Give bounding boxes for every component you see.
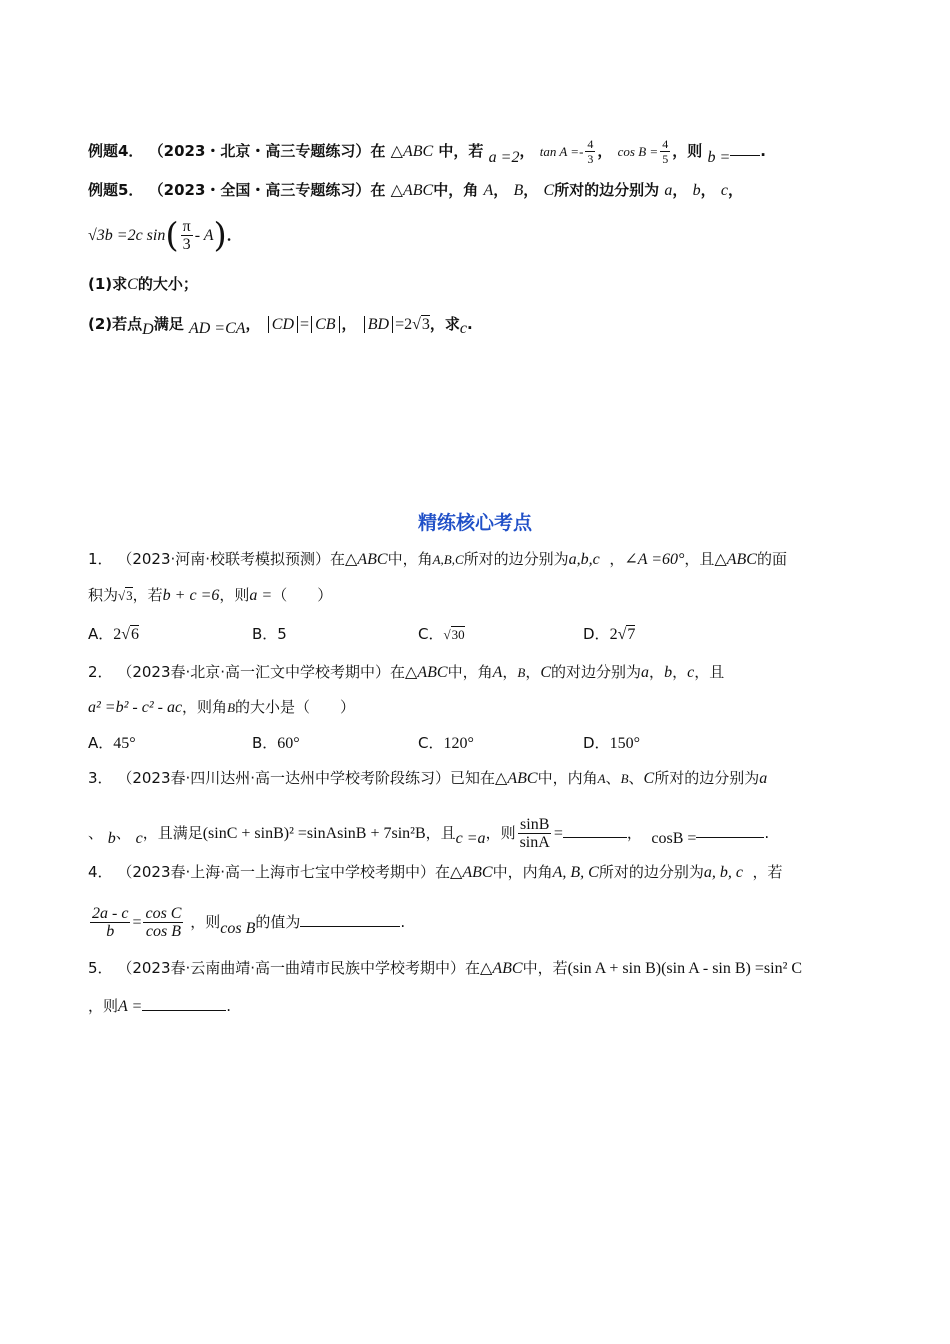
p3-equation: (sinC + sinB)² =sinAsinB + 7sin²B bbox=[202, 825, 426, 842]
text: ，若 bbox=[132, 586, 163, 604]
triangle-abc: △ABC bbox=[480, 960, 523, 977]
text: 积为 bbox=[88, 586, 119, 604]
sep: 、 bbox=[88, 824, 104, 842]
example-5-label: 例题5． bbox=[88, 181, 144, 199]
problem-5-line2 bbox=[88, 994, 231, 1019]
p1-option-b[interactable] bbox=[252, 622, 287, 646]
option-label: C． bbox=[418, 625, 444, 643]
sep: 、 bbox=[605, 769, 621, 787]
area: 3 bbox=[126, 588, 133, 603]
cos-b: cos B bbox=[220, 920, 256, 937]
lhs-fraction bbox=[90, 905, 130, 940]
var-b: B bbox=[517, 665, 526, 680]
var-a: A bbox=[597, 771, 606, 786]
eq: = bbox=[300, 316, 310, 333]
text: ，若 bbox=[752, 863, 783, 881]
sep: ， bbox=[523, 181, 539, 199]
text: 中，角 bbox=[433, 181, 479, 199]
option-label: D． bbox=[583, 625, 610, 643]
text: 中，内角 bbox=[537, 769, 598, 787]
p1-option-c[interactable]: C．√30 bbox=[418, 625, 465, 643]
var-a: A bbox=[492, 664, 503, 681]
num: sinB bbox=[520, 816, 550, 833]
p5-num: 5． bbox=[88, 959, 113, 977]
angle-cond: ∠A =60° bbox=[624, 551, 685, 568]
q2-d: D bbox=[142, 321, 154, 338]
sqrt3: 3 bbox=[421, 316, 430, 333]
answer-blank[interactable] bbox=[730, 143, 760, 156]
problem-4 bbox=[88, 860, 783, 885]
abs-cb: CB bbox=[311, 316, 339, 333]
eq: = bbox=[553, 825, 563, 842]
p2-source: （2023春·北京·高一汇文中学校考期中）在 bbox=[117, 663, 406, 681]
tan-fraction bbox=[585, 137, 595, 166]
text: 所对的边分别为 bbox=[654, 769, 760, 787]
q1-prefix: (1)求 bbox=[88, 275, 128, 293]
option-label: C． bbox=[418, 734, 444, 752]
cos-num: 4 bbox=[662, 137, 669, 151]
cond-a: a =2 bbox=[488, 149, 520, 166]
section-title: 精练核心考点 bbox=[417, 512, 532, 534]
option-val: 120° bbox=[443, 735, 474, 752]
option-val: 150° bbox=[609, 735, 640, 752]
side-c: c bbox=[135, 830, 143, 847]
option-label: A． bbox=[88, 625, 114, 643]
sep: ， bbox=[672, 181, 688, 199]
q2-cond1: AD =CA bbox=[188, 320, 246, 337]
eq-left: 3b =2c sin bbox=[96, 227, 166, 244]
problem-2: 2． （2023春·北京·高一汇文中学校考期中）在△ABC中，角A，B，C的对边分别为a，b，c，且 bbox=[88, 663, 725, 681]
triangle-abc: △ABC bbox=[450, 864, 493, 881]
sum: b + c =6 bbox=[162, 587, 220, 604]
sep: ， bbox=[245, 315, 261, 333]
problem-3 bbox=[88, 766, 767, 791]
sep: 、 bbox=[628, 769, 644, 787]
minus-a: - A bbox=[194, 227, 214, 244]
option-pre: 5 bbox=[277, 625, 287, 643]
var-b: B bbox=[227, 700, 236, 715]
tan-expr: tan A =- bbox=[539, 144, 584, 159]
problem-2-line2 bbox=[88, 695, 355, 720]
text: ，求 bbox=[429, 315, 460, 333]
option-pre: 2 bbox=[609, 626, 618, 643]
p5-source: （2023春·云南曲靖·高一曲靖市民族中学校考期中）在 bbox=[117, 959, 481, 977]
triangle-abc: △ABC bbox=[714, 551, 757, 568]
tan-den: 3 bbox=[587, 152, 594, 166]
side-c: c bbox=[720, 182, 729, 199]
text: ，则角 bbox=[182, 698, 228, 716]
option-label: A． bbox=[88, 734, 114, 752]
p5-equation: (sin A + sin B)(sin A - sin B) =sin² C bbox=[567, 960, 803, 977]
option-label: D． bbox=[583, 734, 610, 752]
text: . bbox=[226, 997, 232, 1015]
sep: ， bbox=[493, 181, 509, 199]
p2-option-b[interactable] bbox=[252, 731, 300, 756]
answer-blank[interactable] bbox=[142, 998, 226, 1011]
abs-cd: CD bbox=[268, 316, 298, 333]
side-b: b bbox=[692, 182, 701, 199]
sin-ratio bbox=[518, 816, 552, 851]
triangle-abc: △ABC bbox=[495, 770, 538, 787]
example-5-equation: √3b =2c sin( $\frac{\pi}{3}$ - A)． bbox=[88, 215, 242, 256]
option-pre: 2 bbox=[113, 626, 122, 643]
den: b bbox=[106, 923, 115, 940]
text: 中，角 bbox=[447, 663, 493, 681]
side-a: a bbox=[759, 770, 768, 787]
problem-3-line2: 、 b、 c，且满足(sinC + sinB)² =sinAsinB + 7sin²B，且c =a，则 $\frac{\sin B}{\sin A}$ = ， cosB = . bbox=[88, 816, 770, 851]
den: sinA bbox=[519, 834, 550, 851]
num: cos C bbox=[145, 905, 182, 922]
option-val: 60° bbox=[277, 735, 300, 752]
problem-1-line2: 积为√3，若b + c =6，则a =（ ） bbox=[88, 586, 333, 604]
p1-option-d[interactable]: D．2√7 bbox=[583, 625, 636, 643]
text: 的值为 bbox=[255, 913, 301, 931]
text: . bbox=[467, 315, 473, 333]
tan-num: 4 bbox=[587, 137, 594, 151]
var-c: C bbox=[643, 770, 655, 787]
text: 中，若 bbox=[522, 959, 568, 977]
three: 3 bbox=[182, 236, 191, 253]
q1-suffix: 的大小； bbox=[137, 275, 198, 293]
angles: A, B, C bbox=[552, 864, 599, 881]
cos-fraction bbox=[660, 137, 670, 166]
option-rad: 6 bbox=[131, 626, 140, 643]
text: ，则 bbox=[672, 142, 703, 160]
p1-option-a[interactable]: A．2√6 bbox=[88, 625, 140, 643]
p2-equation: a² =b² - c² - ac bbox=[88, 699, 183, 716]
p2-option-d[interactable] bbox=[583, 731, 640, 756]
option-rad: 7 bbox=[627, 626, 636, 643]
sep: ， bbox=[728, 181, 744, 199]
var-b: B bbox=[620, 771, 629, 786]
side-b: b bbox=[107, 830, 116, 847]
triangle-abc: △ABC bbox=[390, 143, 434, 160]
text: ，且 bbox=[684, 550, 715, 568]
text: . bbox=[764, 824, 770, 842]
ask-b: b = bbox=[707, 149, 731, 166]
side-a: a bbox=[641, 664, 650, 681]
problem-5 bbox=[88, 956, 802, 981]
side-b: b bbox=[664, 664, 673, 681]
q2-prefix: (2)若点 bbox=[88, 315, 143, 333]
option-val: 45° bbox=[113, 735, 136, 752]
var-a: A bbox=[483, 182, 494, 199]
eq: = bbox=[132, 914, 142, 931]
sep: ， bbox=[700, 181, 716, 199]
text: ，且 bbox=[694, 663, 725, 681]
text: ，则 bbox=[88, 997, 119, 1015]
var-c: C bbox=[540, 664, 552, 681]
answer-blank[interactable] bbox=[300, 914, 400, 927]
p3-num: 3． bbox=[88, 769, 113, 787]
text: 的对边分别为 bbox=[551, 663, 642, 681]
side-c: c bbox=[687, 664, 695, 681]
triangle-abc: △ABC bbox=[345, 551, 388, 568]
sides: a,b,c bbox=[568, 551, 600, 568]
option-label: B． bbox=[252, 734, 278, 752]
ask-a: a = bbox=[249, 587, 273, 604]
text: 的大小是（ ） bbox=[235, 698, 356, 716]
p1-num: 1． bbox=[88, 550, 113, 568]
rhs-fraction bbox=[143, 905, 183, 940]
text: ． bbox=[226, 226, 242, 244]
example-5-q1 bbox=[88, 272, 198, 297]
sep: ， bbox=[519, 142, 535, 160]
text: 所对的边分别为 bbox=[463, 550, 569, 568]
sides: a, b, c bbox=[703, 864, 743, 881]
p1-source: （2023·河南·校联考模拟预测）在 bbox=[117, 550, 346, 568]
p3-source: （2023春·四川达州·高一达州中学校考阶段练习）已知在 bbox=[117, 769, 496, 787]
den: cos B bbox=[145, 923, 182, 940]
p2-option-c[interactable] bbox=[418, 731, 474, 756]
text: ，则 bbox=[190, 913, 221, 931]
num: 2a - c bbox=[92, 905, 129, 922]
p2-option-a[interactable] bbox=[88, 731, 136, 756]
q2-c: c bbox=[459, 320, 468, 337]
text: 的面 bbox=[756, 550, 787, 568]
text: ，则 bbox=[485, 824, 516, 842]
sep: 、 bbox=[115, 824, 131, 842]
cos-den: 5 bbox=[662, 152, 669, 166]
var-c: C bbox=[543, 182, 555, 199]
example-4-source: （2023・北京・高三专题练习）在 bbox=[148, 142, 386, 160]
answer-blank-1[interactable] bbox=[563, 825, 627, 838]
ask-a: A = bbox=[118, 998, 143, 1015]
problem-4-line2 bbox=[88, 905, 405, 940]
abs-bd: BD bbox=[364, 316, 393, 333]
problem-1: 1． （2023·河南·校联考模拟预测）在△ABC中，角A,B,C所对的边分别为a,b,c ，∠A =60°，且△ABC的面 bbox=[88, 550, 787, 568]
text: . bbox=[760, 142, 766, 160]
example-5-source: （2023・全国・高三专题练习）在 bbox=[148, 181, 386, 199]
example-5 bbox=[88, 178, 743, 203]
text: . bbox=[400, 913, 406, 931]
pi: π bbox=[182, 218, 191, 235]
option-label: B． bbox=[252, 625, 278, 643]
p4-source: （2023春·上海·高一上海市七宝中学校考期中）在 bbox=[117, 863, 451, 881]
sep: ， bbox=[597, 142, 613, 160]
answer-blank-2[interactable] bbox=[696, 825, 764, 838]
text: ，且满足 bbox=[142, 824, 203, 842]
side-a: a bbox=[664, 182, 673, 199]
text: 中，角 bbox=[387, 550, 433, 568]
example-4 bbox=[88, 137, 766, 166]
bd-val: =2 bbox=[395, 316, 413, 333]
text: ，且 bbox=[425, 824, 456, 842]
example-5-q2: (2)若点D满足 AD =CA， CD = CB ， BD =2√3，求c. bbox=[88, 315, 473, 338]
text: 所对的边分别为 bbox=[598, 863, 704, 881]
text: 中，若 bbox=[438, 142, 484, 160]
text: 中，内角 bbox=[492, 863, 553, 881]
text: ，则 bbox=[219, 586, 250, 604]
option-rad: 30 bbox=[451, 627, 465, 642]
triangle-abc: △ABC bbox=[405, 664, 448, 681]
angles: A,B,C bbox=[432, 552, 464, 567]
cos-expr: cos B = bbox=[617, 144, 659, 159]
answer-paren[interactable]: （ ） bbox=[272, 586, 333, 604]
triangle-abc: △ABC bbox=[390, 182, 434, 199]
text: 所对的边分别为 bbox=[554, 181, 660, 199]
var-b: B bbox=[513, 182, 524, 199]
q1-var: C bbox=[127, 276, 138, 293]
cos-b: cosB = bbox=[651, 830, 697, 847]
p4-num: 4． bbox=[88, 863, 113, 881]
pi-over-3 bbox=[181, 218, 193, 253]
text: 满足 bbox=[153, 315, 184, 333]
p2-num: 2． bbox=[88, 663, 113, 681]
sep: ， bbox=[341, 315, 357, 333]
example-4-label: 例题4． bbox=[88, 142, 144, 160]
cond: c =a bbox=[455, 830, 486, 847]
